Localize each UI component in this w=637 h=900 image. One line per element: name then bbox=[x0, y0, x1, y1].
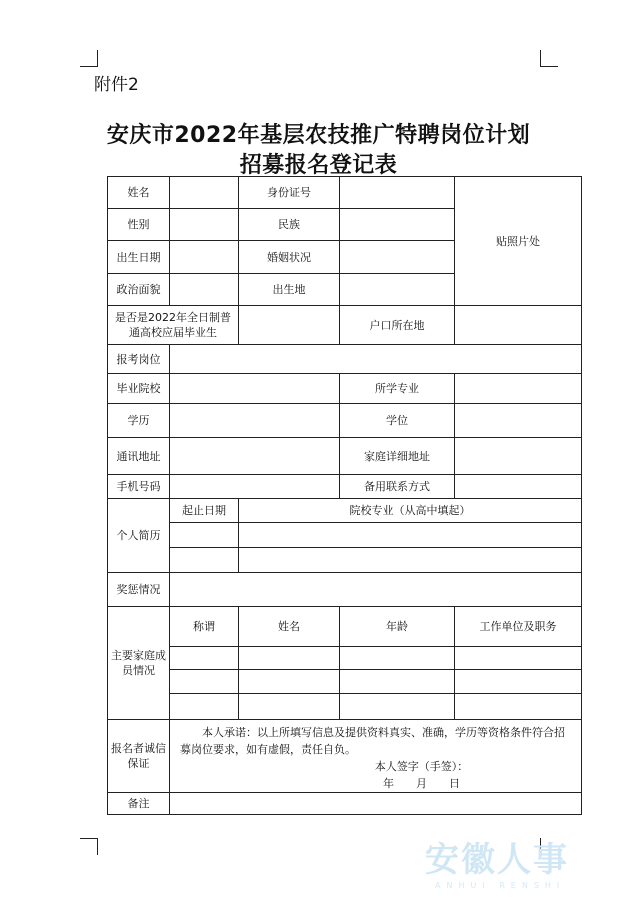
field-marital-status[interactable] bbox=[340, 241, 455, 274]
field-position[interactable] bbox=[170, 345, 582, 374]
pledge-text: 本人承诺：以上所填写信息及提供资料真实、准确，学历等资格条件符合招募岗位要求，如有虚假，责任自负。 bbox=[180, 726, 565, 756]
label-hukou: 户口所在地 bbox=[340, 306, 455, 345]
field-family-name[interactable] bbox=[239, 647, 340, 670]
field-major[interactable] bbox=[455, 374, 582, 404]
field-degree[interactable] bbox=[455, 404, 582, 438]
field-birthplace[interactable] bbox=[340, 274, 455, 306]
field-family-name[interactable] bbox=[239, 694, 340, 720]
field-id-number[interactable] bbox=[340, 177, 455, 209]
field-family-age[interactable] bbox=[340, 694, 455, 720]
label-pledge: 报名者诚信保证 bbox=[108, 720, 170, 793]
registration-form bbox=[107, 176, 582, 815]
field-hukou[interactable] bbox=[455, 306, 582, 345]
field-family-relation[interactable] bbox=[170, 694, 239, 720]
label-home-address: 家庭详细地址 bbox=[340, 438, 455, 475]
attachment-label: 附件2 bbox=[94, 75, 139, 95]
header-resume-school: 院校专业（从高中填起） bbox=[239, 499, 582, 523]
label-political-status: 政治面貌 bbox=[108, 274, 170, 306]
label-phone: 手机号码 bbox=[108, 475, 170, 499]
label-birthplace: 出生地 bbox=[239, 274, 340, 306]
header-family-work: 工作单位及职务 bbox=[455, 607, 582, 647]
label-school: 毕业院校 bbox=[108, 374, 170, 404]
watermark bbox=[425, 832, 625, 892]
photo-area[interactable]: 贴照片处 bbox=[455, 177, 582, 306]
crop-mark-top-left bbox=[80, 66, 98, 67]
field-family-name[interactable] bbox=[239, 670, 340, 694]
field-ethnicity[interactable] bbox=[340, 209, 455, 241]
field-political-status[interactable] bbox=[170, 274, 239, 306]
crop-mark-bottom-left bbox=[80, 838, 98, 839]
label-education: 学历 bbox=[108, 404, 170, 438]
crop-mark-top-left bbox=[97, 50, 98, 67]
label-remarks: 备注 bbox=[108, 793, 170, 815]
field-remarks[interactable] bbox=[170, 793, 582, 815]
field-resume-dates[interactable] bbox=[170, 523, 239, 548]
field-address[interactable] bbox=[170, 438, 340, 475]
label-awards: 奖惩情况 bbox=[108, 573, 170, 607]
field-family-age[interactable] bbox=[340, 670, 455, 694]
page-subtitle: 招募报名登记表 bbox=[239, 153, 398, 178]
pledge-box bbox=[170, 720, 582, 793]
header-resume-dates: 起止日期 bbox=[170, 499, 239, 523]
field-family-work[interactable] bbox=[455, 670, 582, 694]
crop-mark-bottom-left bbox=[97, 838, 98, 855]
field-family-relation[interactable] bbox=[170, 647, 239, 670]
label-birth-date: 出生日期 bbox=[108, 241, 170, 274]
label-name: 姓名 bbox=[108, 177, 170, 209]
field-resume-school[interactable] bbox=[239, 523, 582, 548]
label-position: 报考岗位 bbox=[108, 345, 170, 374]
label-alt-contact: 备用联系方式 bbox=[340, 475, 455, 499]
watermark-subtext: ANHUI RENSHI bbox=[435, 881, 566, 890]
field-home-address[interactable] bbox=[455, 438, 582, 475]
watermark-text: 安徽人事 bbox=[425, 840, 569, 880]
page-title: 安庆市2022年基层农技推广特聘岗位计划 bbox=[106, 123, 531, 148]
label-marital-status: 婚姻状况 bbox=[239, 241, 340, 274]
label-degree: 学位 bbox=[340, 404, 455, 438]
field-family-work[interactable] bbox=[455, 694, 582, 720]
label-id-number: 身份证号 bbox=[239, 177, 340, 209]
date-line[interactable]: 年 月 日 bbox=[383, 777, 460, 790]
label-gender: 性别 bbox=[108, 209, 170, 241]
field-resume-dates[interactable] bbox=[170, 548, 239, 573]
header-family-name: 姓名 bbox=[239, 607, 340, 647]
field-phone[interactable] bbox=[170, 475, 340, 499]
label-major: 所学专业 bbox=[340, 374, 455, 404]
label-resume: 个人简历 bbox=[108, 499, 170, 573]
label-family: 主要家庭成员情况 bbox=[108, 607, 170, 720]
field-name[interactable] bbox=[170, 177, 239, 209]
label-address: 通讯地址 bbox=[108, 438, 170, 475]
crop-mark-top-right bbox=[540, 50, 541, 67]
header-family-relation: 称谓 bbox=[170, 607, 239, 647]
field-school[interactable] bbox=[170, 374, 340, 404]
label-fresh-graduate: 是否是2022年全日制普通高校应届毕业生 bbox=[108, 306, 239, 345]
field-fresh-graduate[interactable] bbox=[239, 306, 340, 345]
crop-mark-top-right bbox=[540, 66, 558, 67]
header-family-age: 年龄 bbox=[340, 607, 455, 647]
label-ethnicity: 民族 bbox=[239, 209, 340, 241]
field-family-relation[interactable] bbox=[170, 670, 239, 694]
field-birth-date[interactable] bbox=[170, 241, 239, 274]
field-family-work[interactable] bbox=[455, 647, 582, 670]
field-gender[interactable] bbox=[170, 209, 239, 241]
field-alt-contact[interactable] bbox=[455, 475, 582, 499]
field-education[interactable] bbox=[170, 404, 340, 438]
field-resume-school[interactable] bbox=[239, 548, 582, 573]
signature-line[interactable]: 本人签字（手签）： bbox=[374, 760, 469, 773]
field-awards[interactable] bbox=[170, 573, 582, 607]
field-family-age[interactable] bbox=[340, 647, 455, 670]
